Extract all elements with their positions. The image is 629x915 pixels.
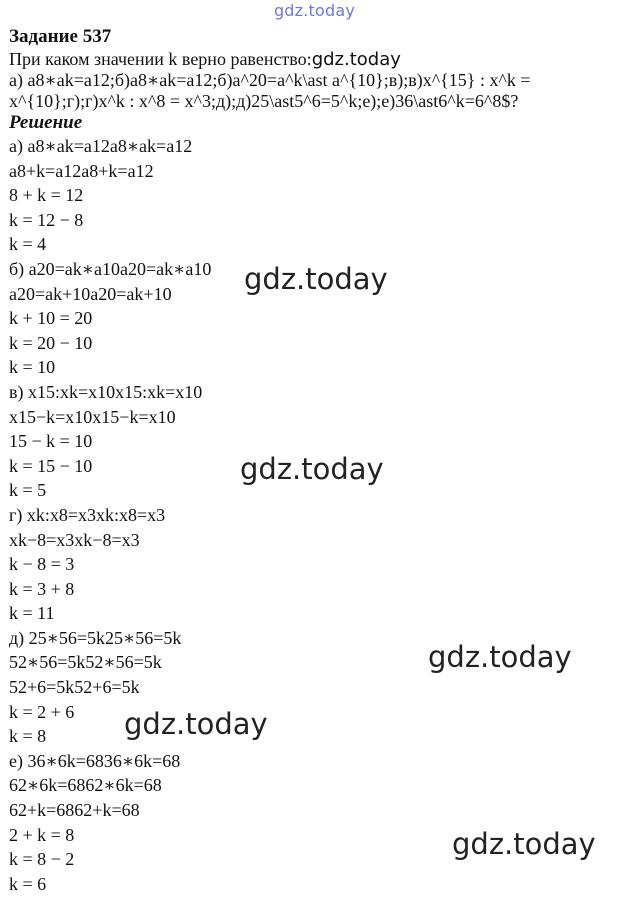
watermark: gdz.today bbox=[452, 827, 596, 861]
solution-line: k = 10 bbox=[9, 357, 56, 378]
problem-formula: а) a8∗ak=a12;б)a8∗ak=a12;б)a^20=a^k\ast a^{10};в);в)x^{15} : x^k = x^{10};г);г)x^k : x^8 = x^3;д);д)25\ast5^6=5^k;е);е)36\ast6^k=6^8$? bbox=[9, 70, 531, 111]
solution-line: а) a8∗ak=a12a8∗ak=a12 bbox=[9, 136, 193, 156]
solution-line: в) x15:xk=x10x15:xk=x10 bbox=[9, 381, 203, 402]
inline-watermark: gdz.today bbox=[311, 49, 401, 70]
task-title: Задание 537 bbox=[9, 26, 112, 47]
solution-line: е) 36∗6k=6836∗6k=68 bbox=[9, 750, 181, 771]
site-watermark-top: gdz.today bbox=[273, 1, 356, 20]
solution-line: г) xk:x8=x3xk:x8=x3 bbox=[9, 504, 166, 525]
solution-line: 62∗6k=6862∗6k=68 bbox=[9, 775, 162, 796]
solution-line: k = 15 − 10 bbox=[9, 455, 93, 476]
solution-lines bbox=[9, 134, 624, 896]
problem-text: При каком значении k верно равенство: bbox=[9, 49, 312, 69]
solution-line: 52+6=5k52+6=5k bbox=[9, 677, 140, 698]
watermark: gdz.today bbox=[124, 707, 268, 741]
solution-line: x15−k=x10x15−k=x10 bbox=[9, 406, 176, 427]
solution-line: k − 8 = 3 bbox=[9, 554, 75, 575]
solution-line: k = 8 bbox=[9, 726, 47, 747]
solution-line: k = 11 bbox=[9, 603, 55, 624]
solution-line: 15 − k = 10 bbox=[9, 431, 93, 452]
solution-line: a20=ak+10a20=ak+10 bbox=[9, 283, 172, 304]
solution-line: k = 8 − 2 bbox=[9, 849, 75, 870]
solution-line: 2 + k = 8 bbox=[9, 824, 75, 845]
solution-line: k = 4 bbox=[9, 234, 47, 255]
solution-line: 52∗56=5k52∗56=5k bbox=[9, 652, 162, 673]
watermark: gdz.today bbox=[244, 262, 388, 296]
solution-heading: Решение bbox=[9, 112, 83, 133]
solution-line: k = 3 + 8 bbox=[9, 578, 75, 599]
solution-line: xk−8=x3xk−8=x3 bbox=[9, 529, 140, 550]
solution-line: 8 + k = 12 bbox=[9, 185, 84, 206]
solution-line: k = 12 − 8 bbox=[9, 209, 84, 230]
solution-line: k = 20 − 10 bbox=[9, 332, 93, 353]
solution-line: k = 6 bbox=[9, 873, 47, 894]
solution-line: б) a20=ak∗a10a20=ak∗a10 bbox=[9, 258, 212, 279]
solution-line: k + 10 = 20 bbox=[9, 308, 93, 329]
solution-line: k = 5 bbox=[9, 480, 47, 501]
solution-line: k = 2 + 6 bbox=[9, 701, 75, 722]
solution-line: д) 25∗56=5k25∗56=5k bbox=[9, 627, 182, 648]
problem-statement bbox=[9, 49, 624, 112]
watermark: gdz.today bbox=[240, 452, 384, 486]
solution-line: a8+k=a12a8+k=a12 bbox=[9, 160, 154, 181]
watermark: gdz.today bbox=[428, 640, 572, 674]
solution-line: 62+k=6862+k=68 bbox=[9, 800, 140, 821]
